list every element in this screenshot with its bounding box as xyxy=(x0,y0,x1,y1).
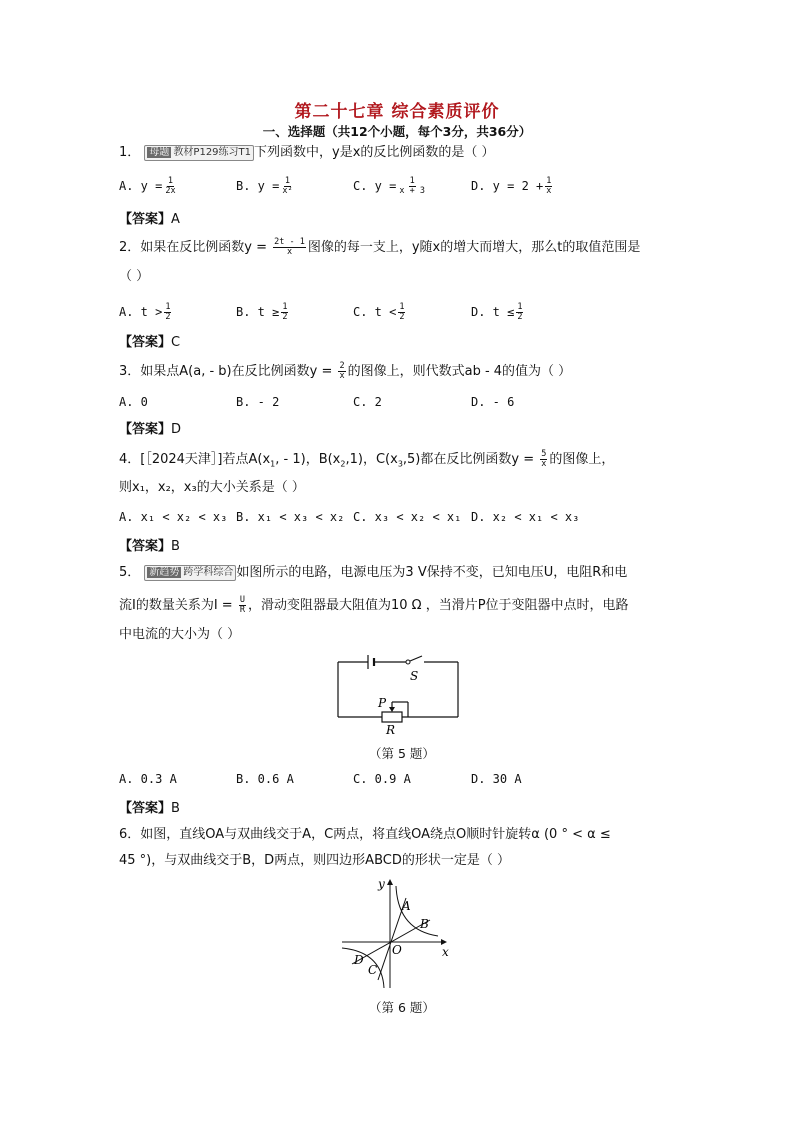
label-x: x xyxy=(442,945,449,959)
option-b: B. 0.6 A xyxy=(236,772,294,786)
question-5-stem: 5． 新趋势 跨学科综合 如图所示的电路，电源电压为3 V保持不变，已知电压U，电阻R和电 xyxy=(119,565,628,580)
option-b: B. - 2 xyxy=(236,395,280,409)
question-1-stem xyxy=(119,144,495,162)
question-4-stem-cont: 则x₁，x₂，x₃的大小关系是（ ） xyxy=(119,480,305,495)
option-b: B. y = $\frac{1}{\text{x²}}$ xyxy=(236,175,293,196)
fraction: $\frac{2t - 1}{x}$ xyxy=(274,237,305,257)
option-b: B. t ≥ $\frac{1}{2}$ xyxy=(236,301,288,322)
label-d: D xyxy=(354,953,364,967)
option-c: C. 0.9 A xyxy=(353,772,411,786)
hyperbola-diagram xyxy=(338,872,458,990)
option-a: A. 0.3 A xyxy=(119,772,177,786)
option-c: C. x₃ < x₂ < x₁ xyxy=(353,510,462,524)
fraction: $\frac{2}{x}$ xyxy=(339,361,345,381)
figure-5-caption: （第 5 题） xyxy=(369,746,435,761)
fraction: $\frac{U}{R}$ xyxy=(239,595,245,615)
label-p: P xyxy=(378,696,387,710)
switch-contact xyxy=(406,660,410,664)
question-text: 下列函数中，y是x的反比例函数的是（ ） xyxy=(254,145,495,160)
question-2-stem: 2．如果在反比例函数y = $\frac{2t - 1}{x}$ 图像的每一支上，y随x的增大而增大，那么t的取值范围是 xyxy=(119,237,641,257)
fraction: $\frac{1}{\text{x²}}$ xyxy=(282,175,293,196)
option-a: A. t > $\frac{1}{2}$ xyxy=(119,301,171,322)
option-c: C. 2 xyxy=(353,395,382,409)
label-s: S xyxy=(410,669,419,683)
option-a: A. 0 xyxy=(119,395,148,409)
question-6-stem: 6．如图，直线OA与双曲线交于A，C两点，将直线OA绕点O顺时针旋转α (0 ° < α ≤ xyxy=(119,827,611,842)
label-o: O xyxy=(392,943,402,957)
fraction: $\frac{1}{2x}$ xyxy=(165,175,176,196)
question-2-answer: 【答案】C xyxy=(119,335,181,350)
fraction: $\frac{1}{x}$ xyxy=(546,175,552,196)
fraction: $\frac{5}{x}$ xyxy=(541,449,547,469)
label-y: y xyxy=(378,877,385,891)
option-d: D. y = 2 + $\frac{1}{x}$ xyxy=(471,175,552,196)
question-4-answer: 【答案】B xyxy=(119,539,180,554)
trend-tag: 新趋势 跨学科综合 xyxy=(144,565,236,581)
option-d: D. - 6 xyxy=(471,395,515,409)
label-a: A xyxy=(402,899,411,913)
question-3-answer: 【答案】D xyxy=(119,422,182,437)
rheostat xyxy=(382,712,402,722)
option-d: D. 30 A xyxy=(471,772,522,786)
option-c: C. y = $\frac{1}{x + 3}$ xyxy=(353,175,425,196)
option-a: A. x₁ < x₂ < x₃ xyxy=(119,510,228,524)
question-3-stem: 3．如果点A(a, - b)在反比例函数y = $\frac{2}{x}$ 的图像上，则代数式ab - 4的值为（ ） xyxy=(119,361,572,381)
label-c: C xyxy=(368,963,378,977)
question-number: 1． xyxy=(119,145,141,160)
question-5-stem-cont2: 中电流的大小为（ ） xyxy=(119,627,241,642)
section-heading: 一、选择题（共12个小题，每个3分，共36分） xyxy=(262,124,532,139)
question-5-stem-cont: 流I的数量关系为I = $\frac{U}{R}$ ，滑动变阻器最大阻值为10 Ω ，当滑片P位于变阻器中点时，电路 xyxy=(119,595,629,615)
option-c: C. t < $\frac{1}{2}$ xyxy=(353,301,405,322)
label-b: B xyxy=(420,917,429,931)
question-5-answer: 【答案】B xyxy=(119,801,180,816)
label-r: R xyxy=(386,723,396,737)
question-1-answer: 【答案】A xyxy=(119,212,180,227)
source-tag: 母题 教材P129练习T1 xyxy=(144,145,254,161)
question-4-stem: 4．[［2024天津］]若点$A(x_1$, - 1)，$B(x_2,1)$，$C(x_3,5)$都在反比例函数y = $\frac{5}{x}$ 的图像上， xyxy=(119,449,615,469)
fraction: $\frac{1}{x + 3}$ xyxy=(399,175,425,196)
switch-blade xyxy=(410,656,422,661)
question-6-stem-cont: 45 °)，与双曲线交于B，D两点，则四边形ABCD的形状一定是（ ） xyxy=(119,853,510,868)
question-2-stem-cont: （ ） xyxy=(119,269,150,284)
option-a: A. y = $\frac{1}{2x}$ xyxy=(119,175,176,196)
option-d: D. t ≤ $\frac{1}{2}$ xyxy=(471,301,523,322)
option-d: D. x₂ < x₁ < x₃ xyxy=(471,510,580,524)
circuit-diagram xyxy=(330,652,470,738)
chapter-title: 第二十七章 综合素质评价 xyxy=(294,102,500,122)
option-b: B. x₁ < x₃ < x₂ xyxy=(236,510,345,524)
figure-6-caption: （第 6 题） xyxy=(369,1000,435,1015)
